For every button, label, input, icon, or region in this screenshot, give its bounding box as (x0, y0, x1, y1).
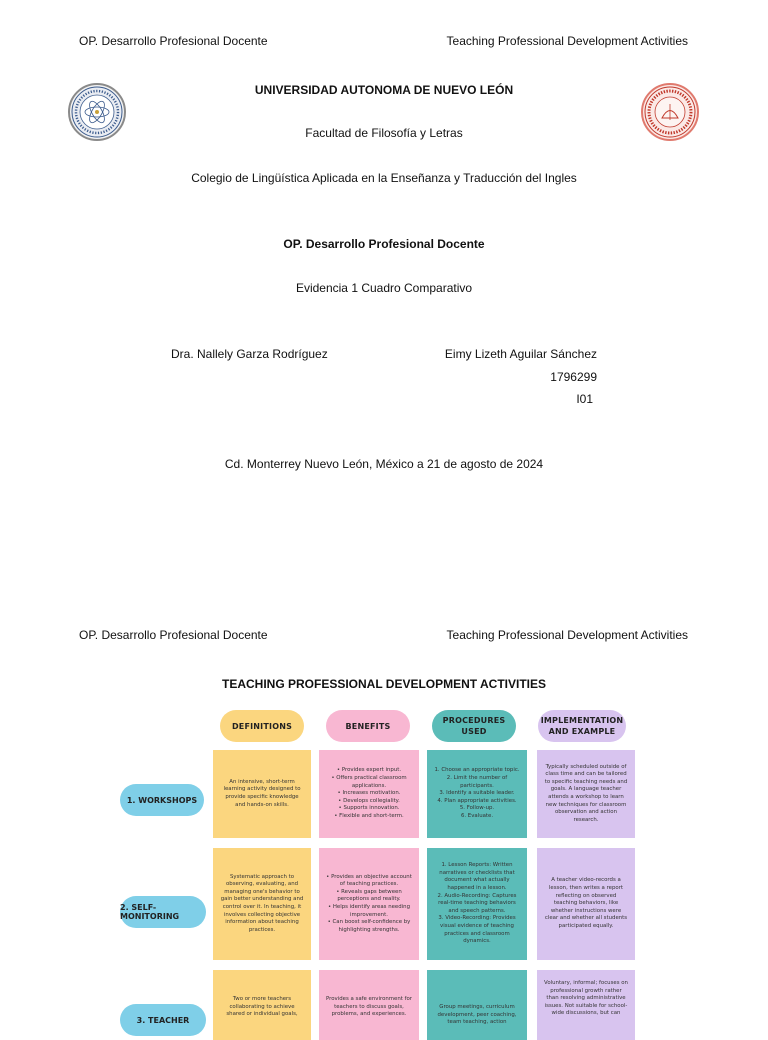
page2-header-left: OP. Desarrollo Profesional Docente (79, 628, 268, 642)
row-label-workshops: 1. WORKSHOPS (120, 784, 204, 816)
procedure-item: 2. Audio-Recording: Captures real-time teaching behaviors and speech patterns. (437, 892, 517, 914)
benefits-cell (319, 848, 419, 960)
page1-header-left: OP. Desarrollo Profesional Docente (79, 34, 268, 48)
procedure-item: 3. Video-Recording: Provides visual evidence of teaching practices and classroom dynamics. (438, 915, 516, 945)
course-name: OP. Desarrollo Profesional Docente (283, 237, 485, 251)
column-header-procedures: PROCEDURES USED (432, 710, 516, 742)
column-header-benefits: BENEFITS (326, 710, 410, 742)
row-label-teacher: 3. TEACHER (120, 1004, 206, 1036)
student-group: I01 (576, 392, 593, 406)
definition-cell: Two or more teachers collaborating to achieve shared or individual goals, (213, 970, 311, 1040)
procedure-item: 1. Lesson Reports: Written narratives or checklists that document what actually happened in a lesson. (439, 862, 515, 892)
procedure-item: 5. Follow-up. (459, 805, 495, 812)
column-header-definitions: DEFINITIONS (220, 710, 304, 742)
definition-cell: Systematic approach to observing, evaluating, and managing one's behavior to gain better understanding and control over it. In teaching, it involves collecting objective information about teaching practices. (213, 848, 311, 960)
benefit-item: • Reveals gaps between perceptions and reality. (326, 889, 412, 904)
university-name: UNIVERSIDAD AUTONOMA DE NUEVO LEÓN (254, 83, 514, 97)
benefit-item: • Supports innovation. (326, 805, 412, 813)
benefits-cell (319, 750, 419, 838)
procedure-item: 3. Identify a suitable leader. (439, 790, 515, 797)
teacher-name: Dra. Nallely Garza Rodríguez (171, 347, 328, 361)
place-date: Cd. Monterrey Nuevo León, México a 21 de agosto de 2024 (224, 457, 544, 471)
benefit-item: • Provides an objective account of teaching practices. (326, 874, 412, 889)
procedure-item: 6. Evaluate. (460, 812, 494, 819)
college-name: Colegio de Lingüística Aplicada en la Enseñanza y Traducción del Ingles (191, 171, 577, 185)
column-header-implementation: IMPLEMENTATION AND EXAMPLE (538, 710, 626, 742)
page2-header-right: Teaching Professional Development Activities (446, 628, 688, 642)
row-label-self-monitoring: 2. SELF-MONITORING (120, 896, 206, 928)
benefit-item: • Helps identify areas needing improvement. (326, 904, 412, 919)
procedures-cell (427, 750, 527, 838)
page1-header-right: Teaching Professional Development Activities (446, 34, 688, 48)
assignment-title: Evidencia 1 Cuadro Comparativo (295, 281, 473, 295)
benefit-item: • Offers practical classroom applications. (326, 775, 412, 790)
student-name: Eimy Lizeth Aguilar Sánchez (444, 347, 597, 361)
procedure-item: 1. Choose an appropriate topic. (434, 767, 520, 774)
procedures-cell: Group meetings, curriculum development, peer coaching, team teaching, action (427, 970, 527, 1040)
benefit-item: • Flexible and short-term. (326, 813, 412, 821)
chart-title: TEACHING PROFESSIONAL DEVELOPMENT ACTIVITIES (221, 677, 547, 691)
faculty-name: Facultad de Filosofía y Letras (305, 126, 463, 140)
student-id: 1796299 (550, 370, 597, 384)
benefit-item: • Provides expert input. (326, 767, 412, 775)
procedure-item: 2. Limit the number of participants. (446, 775, 508, 789)
implementation-cell: A teacher video-records a lesson, then writes a report reflecting on observed teaching behaviors, like whether instructions were clear and whether all students participated equally. (537, 848, 635, 960)
benefit-item: • Can boost self-confidence by highlighting strengths. (326, 919, 412, 934)
benefit-item: • Increases motivation. (326, 790, 412, 798)
implementation-cell: Typically scheduled outside of class time and can be tailored to specific teaching needs and goals. A language teacher attends a workshop to learn new techniques for classroom observation and action research. (537, 750, 635, 838)
procedure-item: 4. Plan appropriate activities. (437, 797, 517, 804)
procedures-cell (427, 848, 527, 960)
benefit-item: • Develops collegiality. (326, 798, 412, 806)
benefits-cell: Provides a safe environment for teachers to discuss goals, problems, and experiences. (319, 970, 419, 1040)
definition-cell: An intensive, short-term learning activity designed to provide specific knowledge and hands-on skills. (213, 750, 311, 838)
implementation-cell: Voluntary, informal; focuses on professional growth rather than resolving administrative issues. Not suitable for school-wide discussions, but can (537, 970, 635, 1040)
